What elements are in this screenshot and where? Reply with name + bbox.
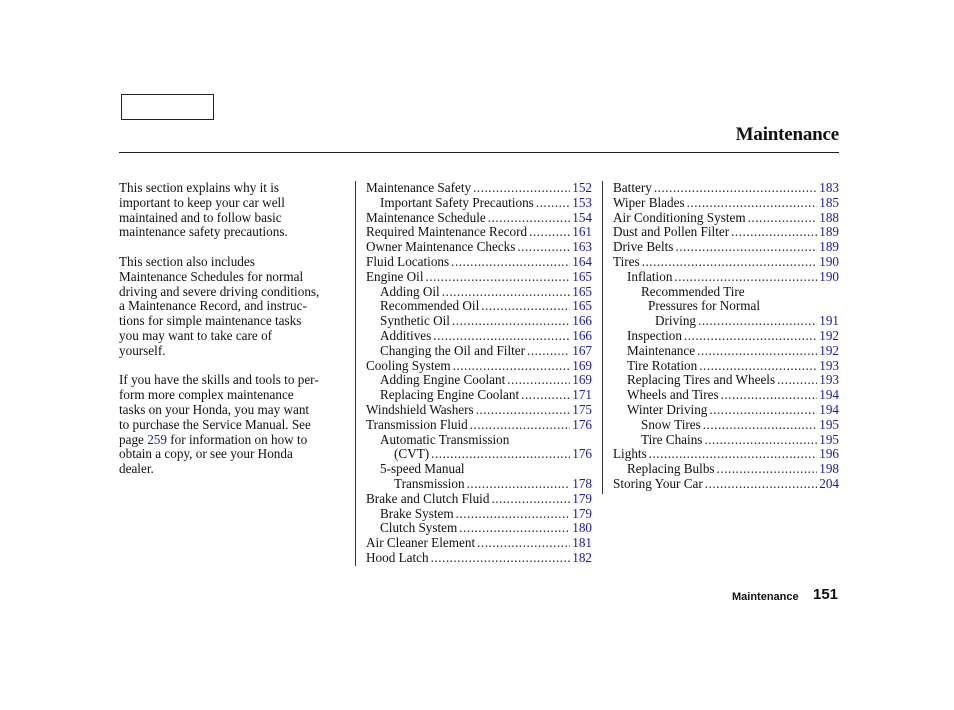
toc-entry[interactable]: Changing the Oil and Filter ..... 167 — [366, 344, 592, 359]
page-link: 180 — [572, 520, 592, 536]
toc-column-right — [613, 181, 839, 492]
toc-entry[interactable]: Engine Oil ..... 165 — [366, 270, 592, 285]
toc-entry[interactable]: Fluid Locations ..... 164 — [366, 255, 592, 270]
title-rule — [119, 152, 839, 153]
page-link: 154 — [572, 209, 592, 225]
intro-paragraph-1: This section explains why it is important to keep your car well maintained and to follow basic maintenance safety precautions. — [119, 180, 288, 240]
toc-entry[interactable]: Adding Engine Coolant ..... 169 — [366, 373, 592, 388]
footer-section-label: Maintenance — [732, 591, 799, 603]
toc-entry-line: 5-speed Manual — [380, 461, 465, 477]
toc-entry[interactable]: Owner Maintenance Checks ..... 163 — [366, 240, 592, 255]
toc-entry[interactable]: Required Maintenance Record ..... 161 — [366, 225, 592, 240]
page-link: 189 — [819, 224, 839, 240]
toc-entry-line: Automatic Transmission — [380, 431, 510, 447]
toc-entry[interactable]: Drive Belts ..... 189 — [613, 240, 839, 255]
page-link: 183 — [819, 180, 839, 195]
page-link: 152 — [572, 180, 592, 195]
toc-entry[interactable]: Dust and Pollen Filter ..... 189 — [613, 225, 839, 240]
page-title: Maintenance — [735, 124, 839, 145]
toc-entry[interactable]: Transmission ..... 178 — [366, 477, 592, 492]
page-link: 171 — [572, 387, 592, 403]
column-divider-left — [355, 181, 356, 566]
footer-page-number: 151 — [813, 586, 839, 603]
page-link: 192 — [819, 342, 839, 358]
page-link: 181 — [572, 535, 592, 551]
toc-entry[interactable]: Adding Oil ..... 165 — [366, 285, 592, 300]
page-link: 204 — [819, 475, 839, 491]
toc-entry[interactable]: Maintenance Safety ..... 152 — [366, 181, 592, 196]
page-link: 193 — [819, 357, 839, 373]
page-link: 182 — [572, 549, 592, 565]
toc-entry[interactable]: Windshield Washers ..... 175 — [366, 403, 592, 418]
toc-entry[interactable]: Battery ..... 183 — [613, 181, 839, 196]
page-link: 191 — [819, 313, 839, 329]
toc-entry[interactable]: Transmission Fluid ..... 176 — [366, 418, 592, 433]
page-link: 165 — [572, 268, 592, 284]
toc-entry[interactable]: Recommended Oil ..... 165 — [366, 299, 592, 314]
page-link: 169 — [572, 357, 592, 373]
page-link: 176 — [572, 416, 592, 432]
page-link: 164 — [572, 253, 592, 269]
toc-entry[interactable]: Air Conditioning System ..... 188 — [613, 211, 839, 226]
page-link: 196 — [819, 446, 839, 462]
section-tab-box — [121, 94, 214, 120]
page-link: 195 — [819, 431, 839, 447]
page-link: 161 — [572, 224, 592, 240]
toc-entry[interactable]: (CVT) ..... 176 — [366, 447, 592, 462]
page-link: 190 — [819, 253, 839, 269]
toc-entry[interactable]: Driving ..... 191 — [613, 314, 839, 329]
page-link: 178 — [572, 475, 592, 491]
service-manual-page-link[interactable]: 259 — [147, 431, 167, 447]
page-link: 193 — [819, 372, 839, 388]
page-link: 175 — [572, 401, 592, 417]
page-link: 169 — [572, 372, 592, 388]
toc-entry[interactable]: Snow Tires ..... 195 — [613, 418, 839, 433]
page-link: 190 — [819, 268, 839, 284]
toc-entry[interactable]: Replacing Tires and Wheels ..... 193 — [613, 373, 839, 388]
toc-entry[interactable]: Important Safety Precautions ..... 153 — [366, 196, 592, 211]
page-link: 167 — [572, 342, 592, 358]
page-link: 188 — [819, 209, 839, 225]
page-link: 153 — [572, 194, 592, 210]
toc-entry[interactable]: Tires ..... 190 — [613, 255, 839, 270]
toc-entry[interactable]: Hood Latch ..... 182 — [366, 551, 592, 566]
intro-paragraph-3: If you have the skills and tools to per- form more complex maintenance tasks on your Honda, you may want to purchase the Service Manual. See page 259 for information on how to obtain a copy, or see your Honda dealer. — [119, 372, 319, 477]
toc-entry[interactable]: Maintenance Schedule ..... 154 — [366, 211, 592, 226]
toc-entry[interactable]: Synthetic Oil ..... 166 — [366, 314, 592, 329]
toc-entry[interactable]: Replacing Bulbs ..... 198 — [613, 462, 839, 477]
toc-entry[interactable]: Brake and Clutch Fluid ..... 179 — [366, 492, 592, 507]
toc-entry[interactable]: Wheels and Tires ..... 194 — [613, 388, 839, 403]
page-link: 198 — [819, 461, 839, 477]
toc-entry[interactable]: Winter Driving ..... 194 — [613, 403, 839, 418]
page-link: 166 — [572, 327, 592, 343]
toc-entry[interactable]: Brake System ..... 179 — [366, 507, 592, 522]
toc-entry[interactable]: Tire Rotation ..... 193 — [613, 359, 839, 374]
toc-entry-line: Pressures for Normal — [648, 298, 761, 314]
toc-entry[interactable]: Storing Your Car ..... 204 — [613, 477, 839, 492]
toc-entry[interactable]: Lights ..... 196 — [613, 447, 839, 462]
intro-paragraph-2: This section also includes Maintenance Schedules for normal driving and severe driving conditions, a Maintenance Record, and instruc- tions for simple maintenance tasks you may want to take care of yourself. — [119, 253, 320, 358]
page-link: 179 — [572, 505, 592, 521]
page-link: 163 — [572, 239, 592, 255]
toc-entry[interactable]: Air Cleaner Element ..... 181 — [366, 536, 592, 551]
column-divider-right — [602, 181, 603, 494]
page-link: 166 — [572, 313, 592, 329]
page-link: 194 — [819, 401, 839, 417]
page-link: 176 — [572, 446, 592, 462]
page-link: 165 — [572, 283, 592, 299]
toc-entry[interactable]: Tire Chains ..... 195 — [613, 433, 839, 448]
toc-column-middle — [366, 181, 592, 566]
toc-entry[interactable]: Inflation ..... 190 — [613, 270, 839, 285]
intro-text — [119, 181, 351, 492]
page-link: 185 — [819, 194, 839, 210]
page-link: 192 — [819, 327, 839, 343]
toc-entry[interactable]: Replacing Engine Coolant ..... 171 — [366, 388, 592, 403]
toc-entry[interactable]: Clutch System ..... 180 — [366, 521, 592, 536]
toc-entry[interactable]: Wiper Blades ..... 185 — [613, 196, 839, 211]
page-link: 194 — [819, 387, 839, 403]
toc-entry[interactable]: Inspection ..... 192 — [613, 329, 839, 344]
page-link: 165 — [572, 298, 592, 314]
page-link: 189 — [819, 239, 839, 255]
toc-entry-line: Recommended Tire — [641, 283, 745, 299]
page-link: 179 — [572, 490, 592, 506]
page-link: 195 — [819, 416, 839, 432]
toc-entry[interactable]: Cooling System ..... 169 — [366, 359, 592, 374]
toc-entry[interactable]: Additives ..... 166 — [366, 329, 592, 344]
toc-entry[interactable]: Maintenance ..... 192 — [613, 344, 839, 359]
